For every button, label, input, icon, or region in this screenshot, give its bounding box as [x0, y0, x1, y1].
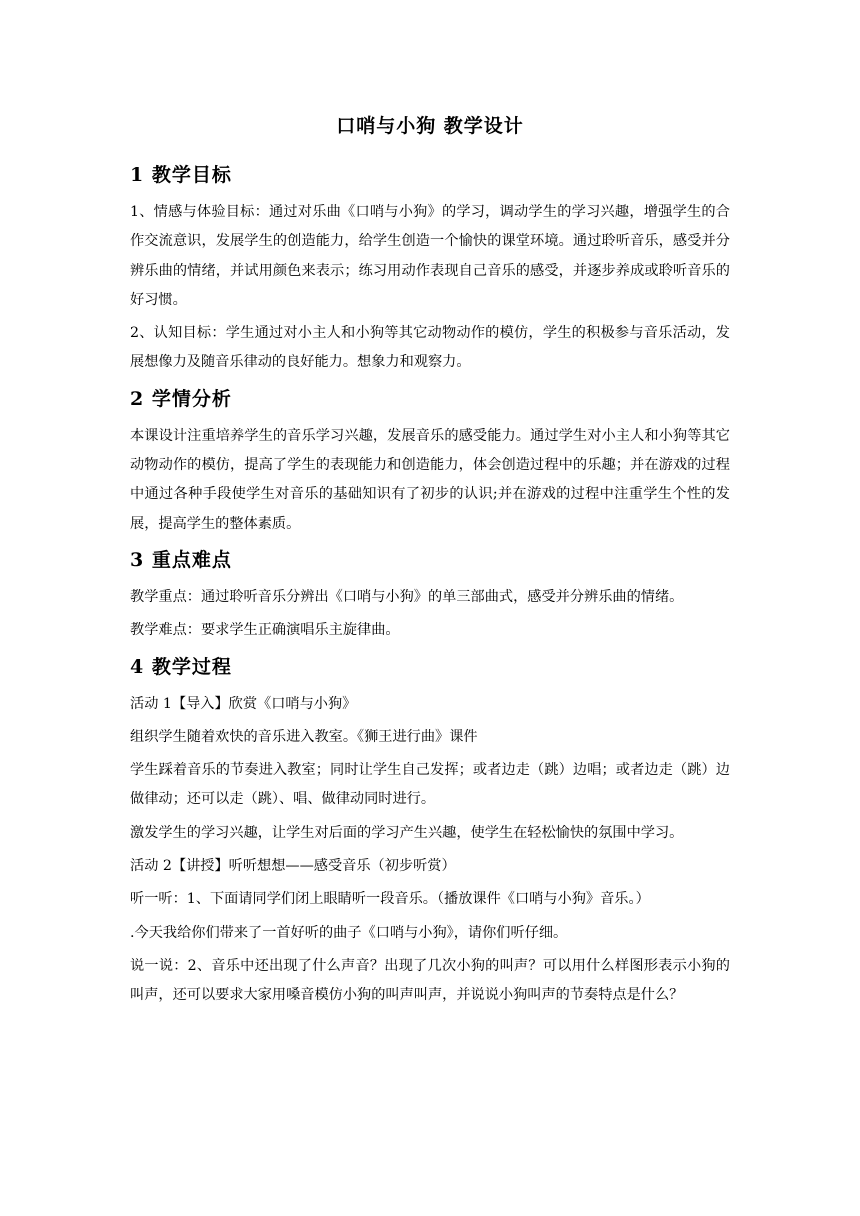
paragraph: 2、认知目标：学生通过对小主人和小狗等其它动物动作的模仿，学生的积极参与音乐活动，发展想像力及随音乐律动的良好能力。想象力和观察力。 — [130, 325, 730, 371]
paragraph: 激发学生的学习兴趣，让学生对后面的学习产生兴趣，使学生在轻松愉快的氛围中学习。 — [130, 824, 684, 841]
document-title: 口哨与小狗 教学设计 — [336, 115, 524, 137]
paragraph: 学生踩着音乐的节奏进入教室；同时让学生自己发挥；或者边走（跳）边唱；或者边走（跳）边做律动；还可以走（跳）、唱、做律动同时进行。 — [130, 762, 730, 808]
section-heading: 3 重点难点 — [130, 548, 232, 571]
section-student-analysis — [130, 384, 730, 539]
paragraph: 活动 2【讲授】听听想想——感受音乐（初步听赏） — [130, 858, 456, 875]
paragraph: 教学重点：通过聆听音乐分辨出《口哨与小狗》的单三部曲式，感受并分辨乐曲的情绪。 — [130, 588, 684, 605]
paragraph: 活动 1【导入】欣赏《口哨与小狗》 — [130, 695, 357, 712]
paragraph: 听一听：1、下面请同学们闭上眼睛听一段音乐。（播放课件《口哨与小狗》音乐。） — [130, 891, 650, 908]
section-heading: 2 学情分析 — [130, 387, 232, 410]
section-key-difficulties — [130, 545, 730, 646]
paragraph: 本课设计注重培养学生的音乐学习兴趣，发展音乐的感受能力。通过学生对小主人和小狗等其它动物动作的模仿，提高了学生的表现能力和创造能力，体会创造过程中的乐趣；并在游戏的过程中通过各种手段使学生对音乐的基础知识有了初步的认识;并在游戏的过程中注重学生个性的发展，提高学生的整体素质。 — [130, 427, 730, 532]
paragraph: .今天我给你们带来了一首好听的曲子《口哨与小狗》，请你们听仔细。 — [130, 924, 568, 941]
paragraph: 1、情感与体验目标：通过对乐曲《口哨与小狗》的学习，调动学生的学习兴趣，增强学生的合作交流意识，发展学生的创造能力，给学生创造一个愉快的课堂环境。通过聆听音乐，感受并分辨乐曲的情绪，并试用颜色来表示；练习用动作表现自己音乐的感受，并逐步养成或聆听音乐的好习惯。 — [130, 204, 730, 308]
section-heading: 1 教学目标 — [130, 164, 232, 186]
section-teaching-process — [130, 652, 730, 1011]
section-heading: 4 教学过程 — [130, 655, 232, 678]
paragraph: 教学难点：要求学生正确演唱乐主旋律曲。 — [130, 622, 400, 639]
document-page — [130, 112, 730, 1011]
section-teaching-objectives — [130, 160, 730, 378]
paragraph: 说一说：2、音乐中还出现了什么声音？出现了几次小狗的叫声？可以用什么样图形表示小狗的叫声，还可以要求大家用嗓音模仿小狗的叫声叫声，并说说小狗叫声的节奏特点是什么？ — [130, 957, 730, 1004]
paragraph: 组织学生随着欢快的音乐进入教室。《狮王进行曲》课件 — [130, 728, 478, 745]
